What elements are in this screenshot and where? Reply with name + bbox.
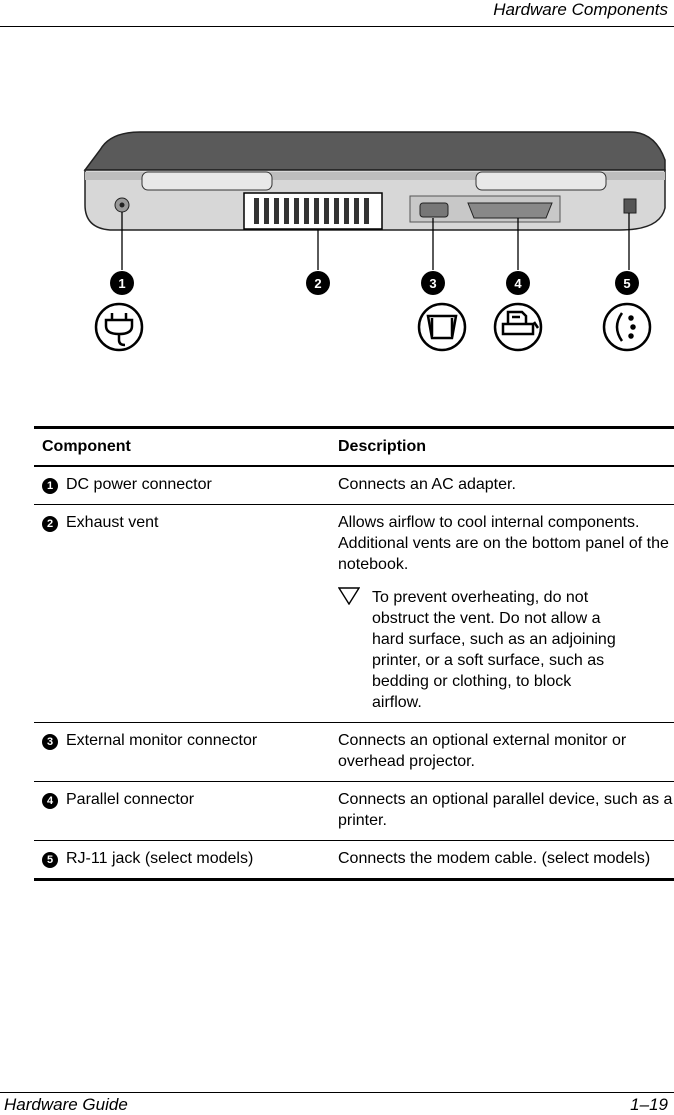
components-table: [34, 426, 674, 881]
component-description: Allows airflow to cool internal components. Additional vents are on the bottom panel of the notebook.: [338, 514, 669, 573]
page-header: [0, 0, 674, 27]
table-row: [34, 841, 674, 880]
component-name: External monitor connector: [66, 723, 328, 782]
component-name: DC power connector: [66, 466, 328, 505]
callout-badge: 5: [42, 852, 58, 868]
svg-text:1: 1: [118, 276, 126, 291]
callout-5: [615, 271, 639, 295]
callout-badge: 4: [42, 793, 58, 809]
page-footer: [0, 1092, 674, 1114]
component-description: Connects an optional parallel device, such as a printer.: [328, 782, 674, 841]
page-number: 1–19: [630, 1095, 668, 1114]
table-row: [34, 782, 674, 841]
table-row: [34, 466, 674, 505]
column-header-component: Component: [34, 428, 328, 467]
telephone-icon: [604, 304, 650, 350]
footer-guide-title: Hardware Guide: [4, 1095, 128, 1114]
monitor-icon: [419, 304, 465, 350]
column-header-description: Description: [328, 428, 674, 467]
svg-text:3: 3: [429, 276, 437, 291]
callout-badge: 3: [42, 734, 58, 750]
callout-2: [306, 271, 330, 295]
svg-text:4: 4: [514, 276, 522, 291]
header-title: Hardware Components: [493, 0, 668, 19]
component-name: Exhaust vent: [66, 505, 328, 723]
svg-text:2: 2: [314, 276, 322, 291]
callout-3: [421, 271, 445, 295]
caution-note: [338, 587, 674, 713]
callout-badge: 2: [42, 516, 58, 532]
component-description: Connects an optional external monitor or overhead projector.: [328, 723, 674, 782]
notebook-rear-illustration: [0, 110, 674, 370]
callout-4: [506, 271, 530, 295]
caution-text: To prevent overheating, do not obstruct the vent. Do not allow a hard surface, such as an adjoining printer, or a soft surface, such as bedding or clothing, to block airflow.: [372, 589, 616, 711]
power-plug-icon: [96, 304, 142, 350]
component-description: Connects the modem cable. (select models): [328, 841, 674, 880]
table-row: [34, 505, 674, 723]
table-header-row: [34, 428, 674, 467]
component-name: RJ-11 jack (select models): [66, 841, 328, 880]
svg-text:5: 5: [623, 276, 631, 291]
table-row: [34, 723, 674, 782]
component-description: Connects an AC adapter.: [328, 466, 674, 505]
printer-icon: [495, 304, 541, 350]
callout-badge: 1: [42, 478, 58, 494]
caution-icon: [338, 587, 372, 713]
callout-1: [110, 271, 134, 295]
component-name: Parallel connector: [66, 782, 328, 841]
